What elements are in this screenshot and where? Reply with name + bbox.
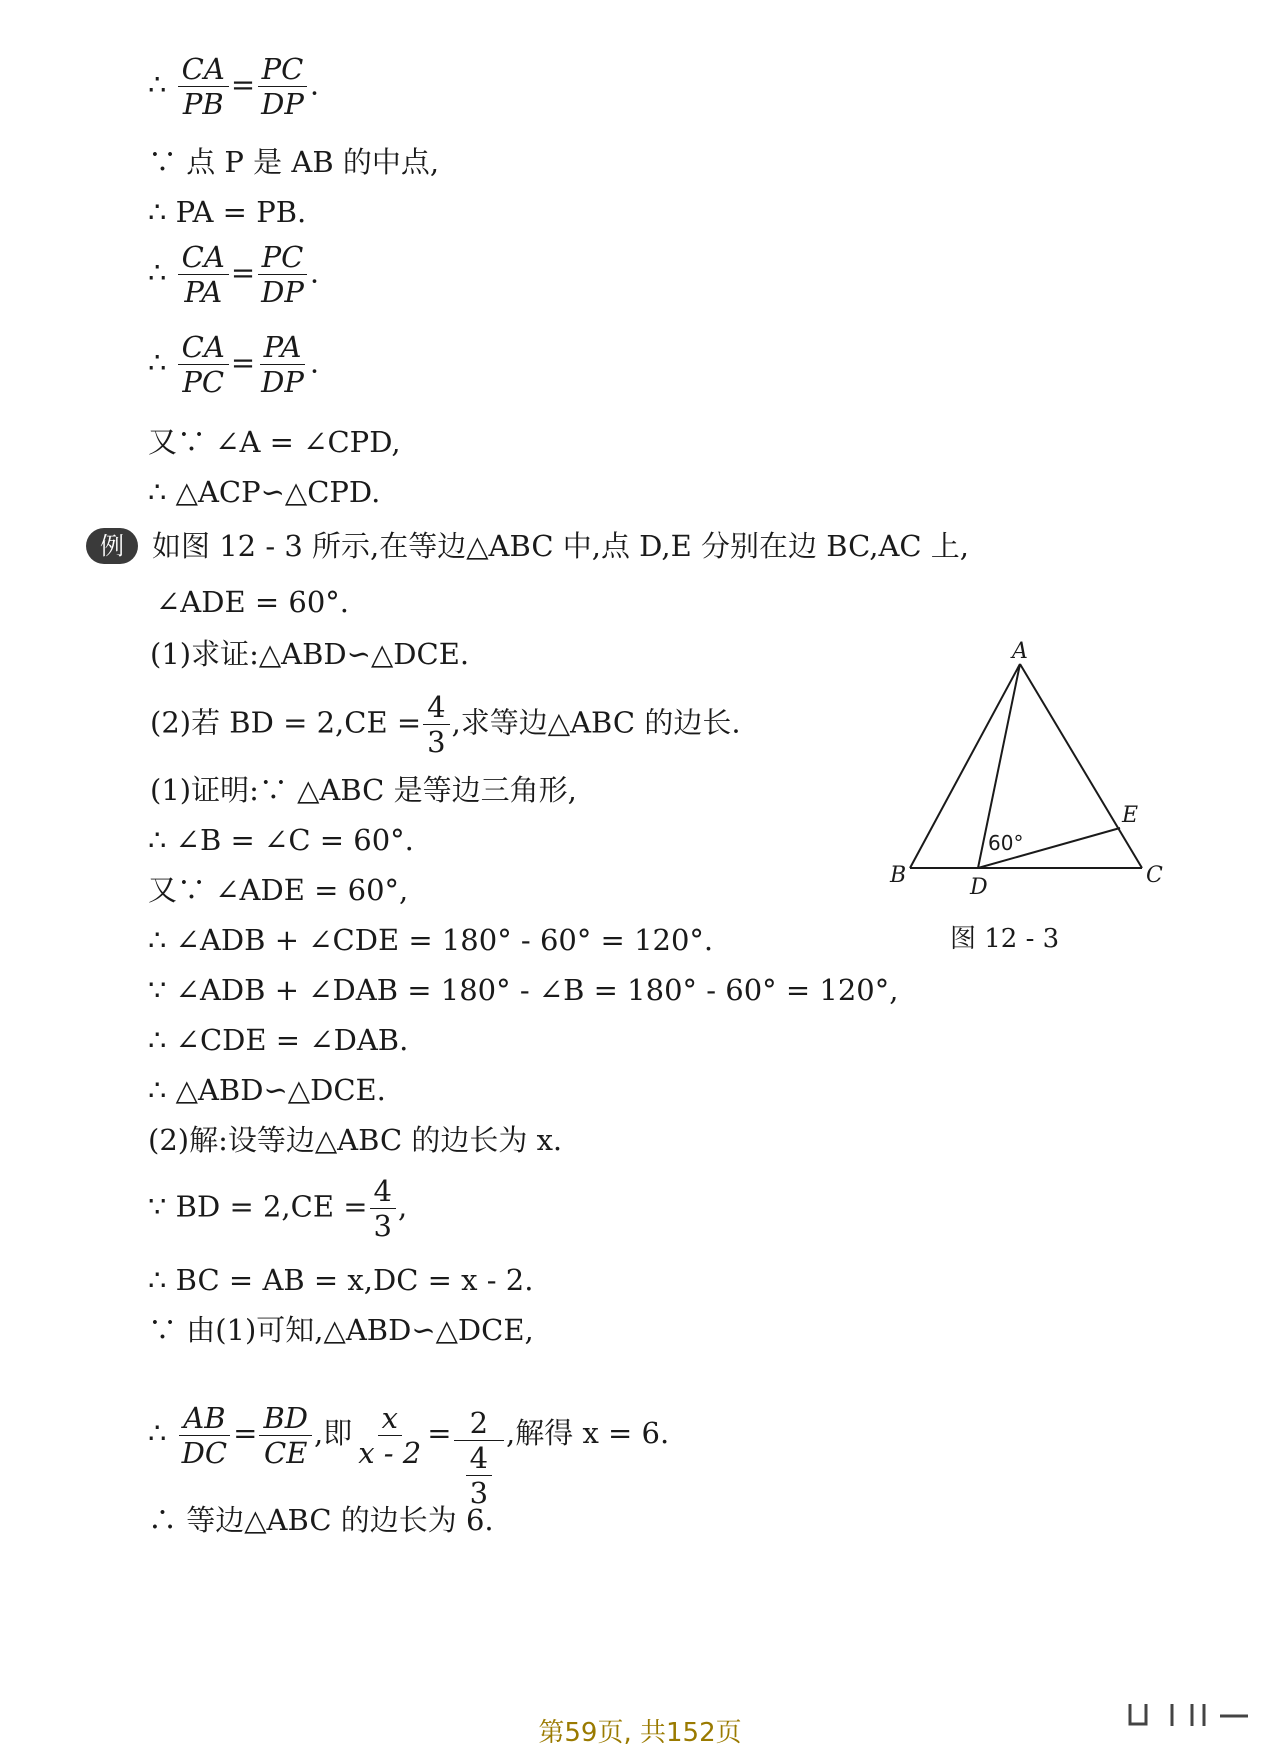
- fraction: $\frac{4}{3}$: [370, 1174, 396, 1243]
- label-d: D: [970, 875, 988, 900]
- figure-caption: 图 12 - 3: [950, 924, 1060, 954]
- solution-line: (2)解:设等边△ABC 的边长为 x.: [148, 1123, 563, 1157]
- equation-line: ∴ $\frac{CA}{PB}$ = $\frac{PC}{DP}$ .: [148, 52, 320, 121]
- proof-line: ∴ ∠B = ∠C = 60°.: [148, 823, 414, 857]
- fraction: $\frac{BD}{CE}$: [259, 1401, 312, 1470]
- label-e: E: [1122, 803, 1139, 828]
- fraction: $\frac{PC}{DP}$: [257, 240, 308, 309]
- label-a: A: [1012, 640, 1028, 664]
- fraction: $\frac{AB}{DC}$: [178, 1401, 231, 1470]
- solution-line: ∵ 由(1)可知,△ABD∽△DCE,: [148, 1313, 534, 1347]
- solution-line: ∵ BD = 2,CE = $\frac{4}{3}$ ,: [148, 1174, 408, 1243]
- angle-label: 60°: [988, 831, 1024, 855]
- fraction: $\frac{x}{x - 2}$: [358, 1400, 422, 1470]
- fraction: $\frac{CA}{PB}$: [178, 52, 229, 121]
- fraction: $\frac{CA}{PC}$: [178, 330, 229, 399]
- text-line: 又∵ ∠A = ∠CPD,: [148, 425, 401, 459]
- solution-equation: ∴ $\frac{AB}{DC}$ = $\frac{BD}{CE}$ ,即 $\frac{x}{x - 2}$ = $\frac{2}{\frac{4}{3}}$ ,解得 x = 6.: [148, 1400, 670, 1510]
- equation-line: ∴ $\frac{CA}{PC}$ = $\frac{PA}{DP}$ .: [148, 330, 320, 399]
- label-b: B: [890, 863, 907, 888]
- page-footer: 第59页, 共152页: [538, 1718, 742, 1748]
- text-line: ∴ PA = PB.: [148, 195, 307, 229]
- example-condition: ∠ADE = 60°.: [156, 585, 350, 619]
- triangle-figure: [870, 640, 1170, 910]
- proof-line: ∴ ∠ADB + ∠CDE = 180° - 60° = 120°.: [148, 923, 714, 957]
- label-c: C: [1146, 863, 1163, 888]
- solution-line: ∴ BC = AB = x,DC = x - 2.: [148, 1263, 534, 1297]
- solution-conclusion: ∴ 等边△ABC 的边长为 6.: [148, 1503, 494, 1537]
- proof-line: ∵ ∠ADB + ∠DAB = 180° - ∠B = 180° - 60° = 120°,: [148, 973, 899, 1007]
- proof-line: ∴ △ABD∽△DCE.: [148, 1073, 386, 1107]
- fraction: $\frac{PA}{DP}$: [261, 330, 304, 399]
- example-statement: 如图 12 - 3 所示,在等边△ABC 中,点 D,E 分别在边 BC,AC 上,: [152, 529, 970, 563]
- example-badge: 例: [86, 528, 138, 564]
- fraction: $\frac{CA}{PA}$: [178, 240, 229, 309]
- text-line: ∵ 点 P 是 AB 的中点,: [148, 145, 440, 179]
- fraction: $\frac{4}{3}$: [423, 690, 449, 759]
- side-ac: [1020, 664, 1142, 868]
- proof-line: 又∵ ∠ADE = 60°,: [148, 873, 409, 907]
- fraction: $\frac{PC}{DP}$: [257, 52, 308, 121]
- equation-line: ∴ $\frac{CA}{PA}$ = $\frac{PC}{DP}$ .: [148, 240, 320, 309]
- nested-fraction: $\frac{4}{3}$: [466, 1441, 492, 1510]
- proof-line: (1)证明:∵ △ABC 是等边三角形,: [150, 773, 577, 807]
- question-1: (1)求证:△ABD∽△DCE.: [150, 637, 470, 671]
- proof-line: ∴ ∠CDE = ∠DAB.: [148, 1023, 409, 1057]
- complex-fraction: $\frac{2}{\frac{4}{3}}$: [454, 1406, 504, 1510]
- question-2: (2)若 BD = 2,CE = $\frac{4}{3}$ ,求等边△ABC 的边长.: [150, 690, 741, 759]
- text-line: ∴ △ACP∽△CPD.: [148, 475, 381, 509]
